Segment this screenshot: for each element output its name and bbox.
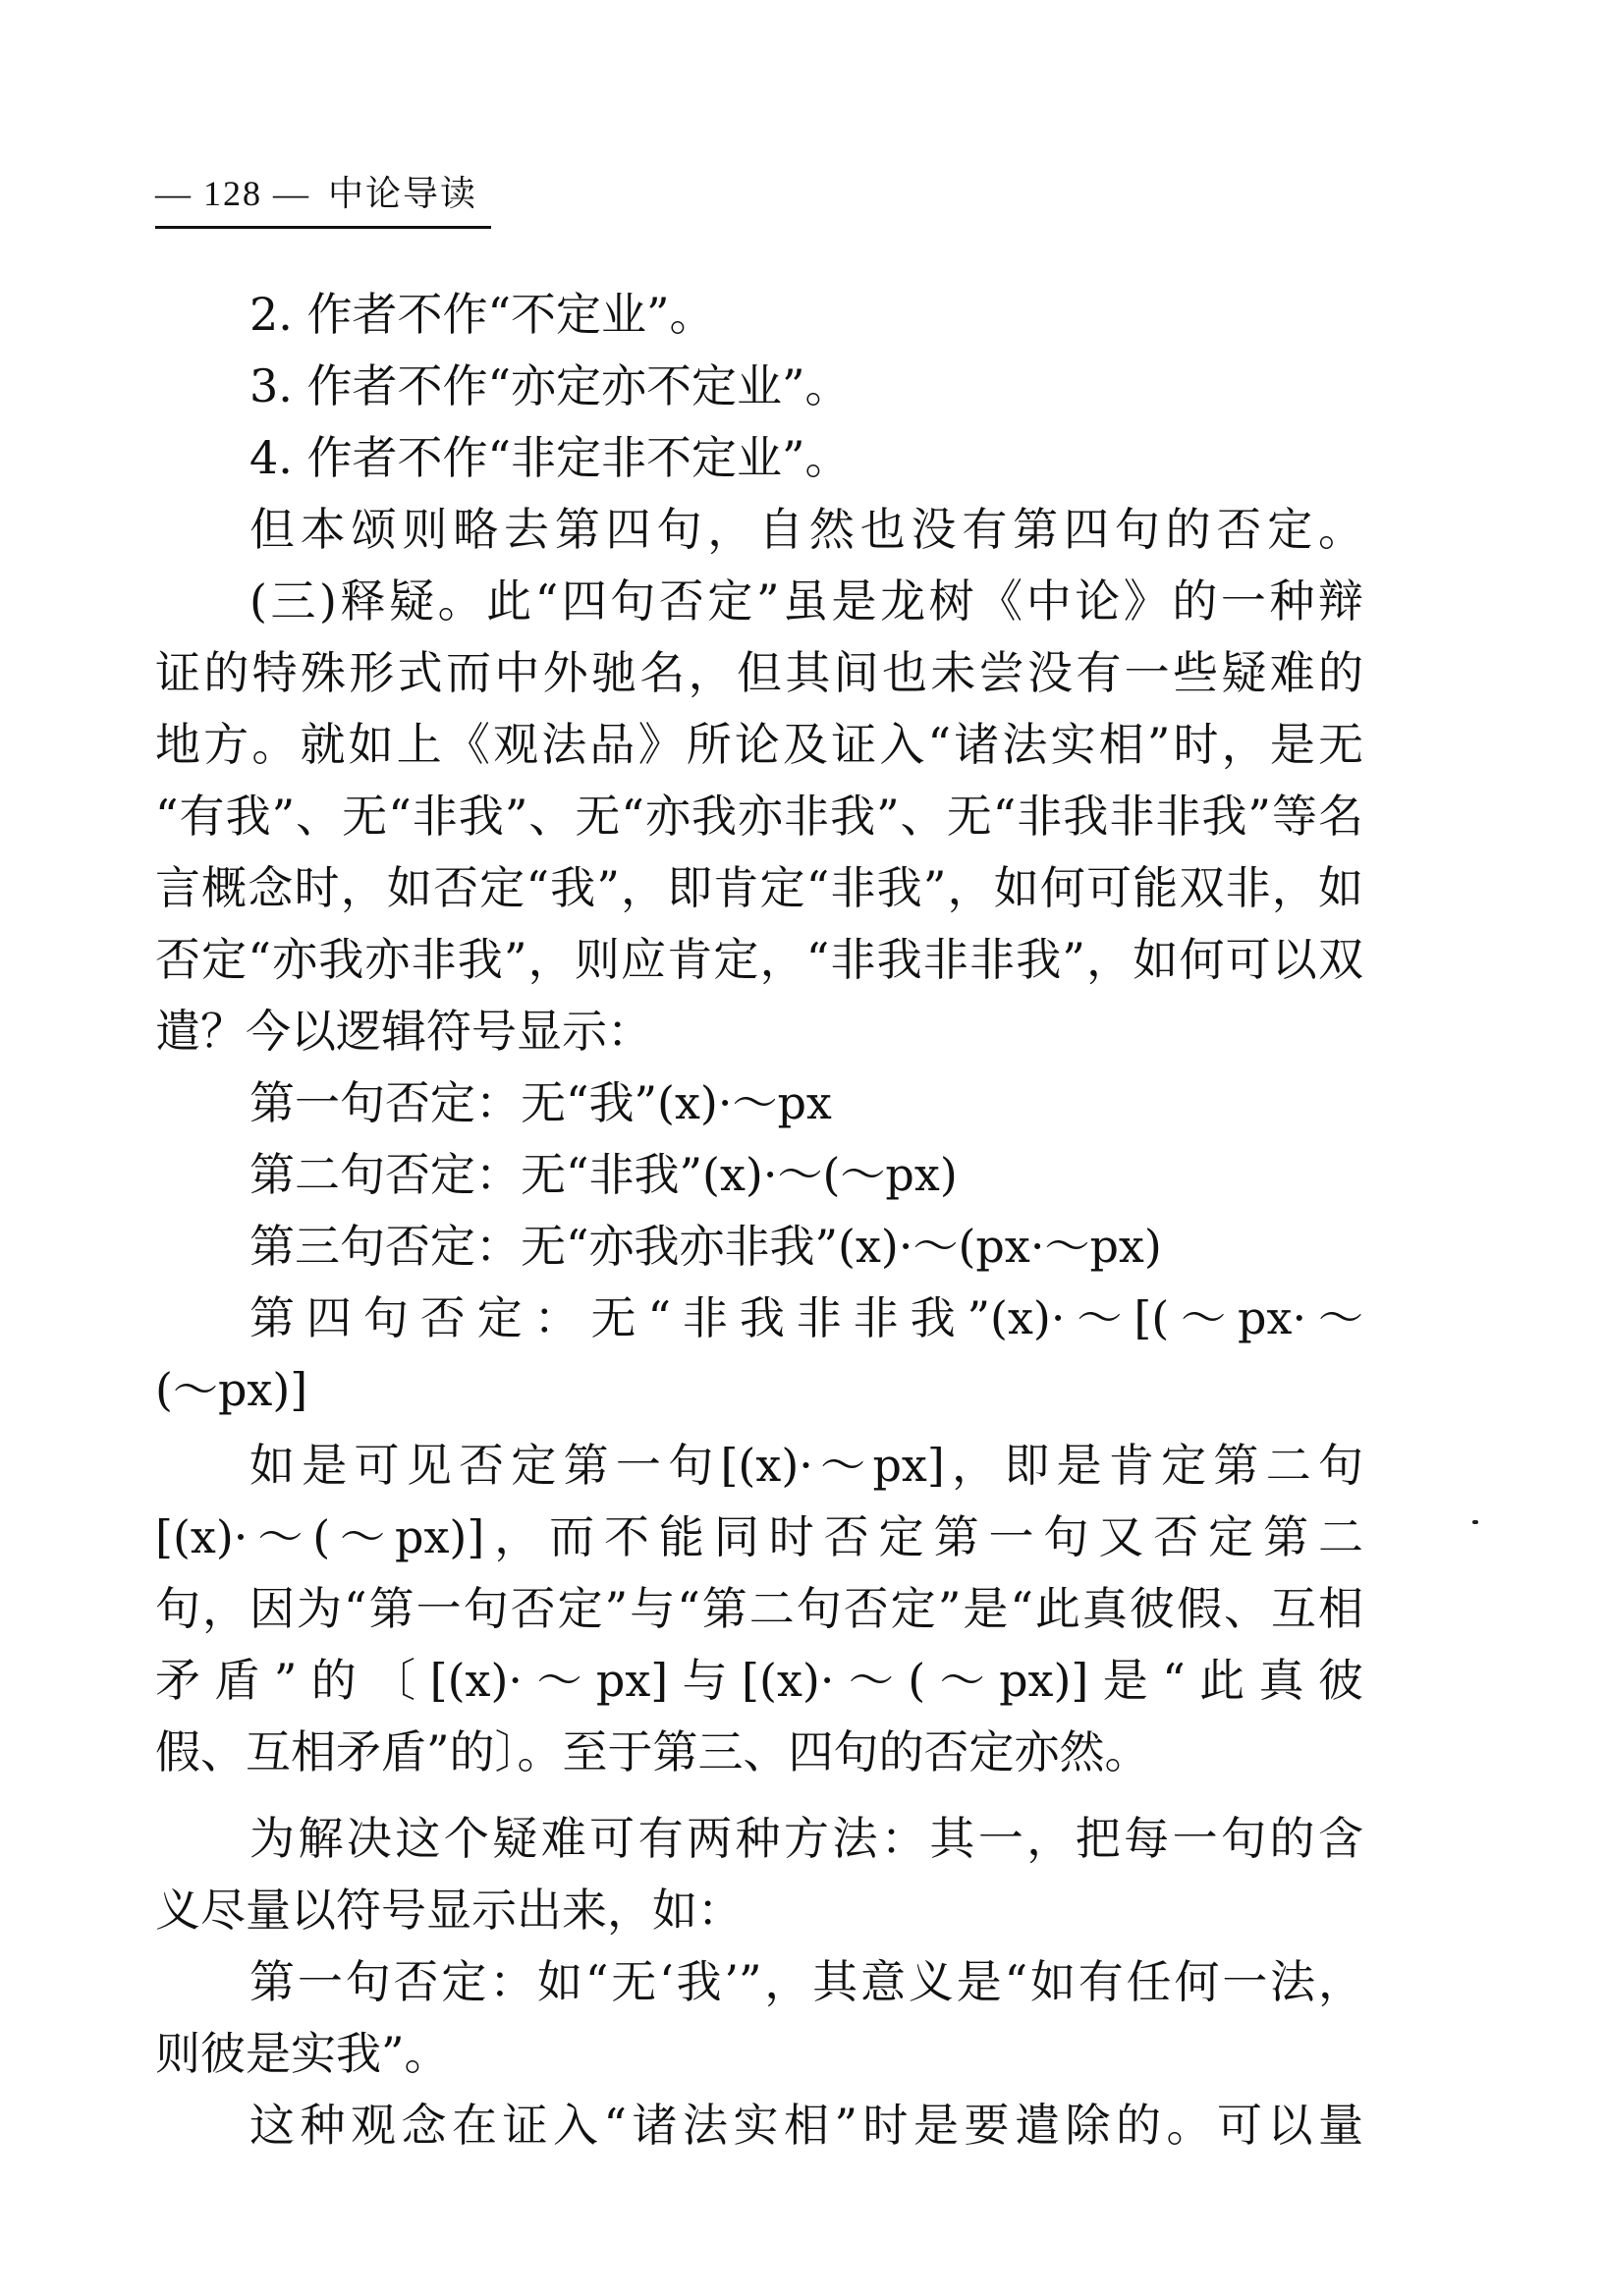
text-line: 假、互相矛盾”的〕。至于第三、四句的否定亦然。 [155,1725,1150,1778]
text-line: 言概念时，如否定“我”，即肯定“非我”，如何可能双非，如 [155,861,1363,914]
text-line: 第一句否定：如“无‘我’”，其意义是“如有任何一法， [249,1955,1363,2008]
text-line: 地方。就如上《观法品》所论及证入“诸法实相”时，是无 [155,718,1363,771]
formula-line: 第二句否定：无“非我”(x)·～(～px) [249,1148,958,1201]
text-line: 为解决这个疑难可有两种方法：其一，把每一句的含 [249,1812,1363,1865]
text-line: 矛盾”的〔[(x)·～px]与[(x)·～(～px)]是“此真彼 [155,1654,1363,1707]
formula-line: (～px)] [155,1363,308,1416]
text-line: 3. 作者不作“亦定亦不定业”。 [249,359,851,412]
text-line: [(x)·～(～px)]，而不能同时否定第一句又否定第二 [155,1510,1363,1563]
text-line: 4. 作者不作“非定非不定业”。 [249,431,851,484]
text-line: 否定“亦我亦非我”，则应肯定，“非我非非我”，如何可以双 [155,933,1363,986]
text-line: 如是可见否定第一句[(x)·～px]，即是肯定第二句 [249,1439,1363,1492]
text-line: 句，因为“第一句否定”与“第二句否定”是“此真彼假、互相 [155,1582,1363,1635]
text-line: 这种观念在证入“诸法实相”时是要遣除的。可以量 [249,2099,1363,2152]
text-line: 义尽量以符号显示出来，如： [155,1884,743,1937]
text-line: 遣？今以逻辑符号显示： [155,1005,652,1058]
text-line: 但本颂则略去第四句，自然也没有第四句的否定。 [249,503,1363,556]
text-line: 则彼是实我”。 [155,2027,450,2080]
text-line: (三)释疑。此“四句否定”虽是龙树《中论》的一种辩 [249,574,1363,628]
formula-line: 第三句否定：无“亦我亦非我”(x)·～(px·～px) [249,1220,1162,1273]
page-number: — 128 — [155,174,310,213]
print-speck [1472,1520,1478,1524]
formula-line: 第四句否定：无“非我非非我”(x)·～[(～px·～ [249,1291,1363,1344]
running-header [155,169,491,229]
text-line: 证的特殊形式而中外驰名，但其间也未尝没有一些疑难的 [155,646,1363,699]
text-line: 2. 作者不作“不定业”。 [249,288,715,341]
book-title: 中论导读 [328,174,478,214]
formula-line: 第一句否定：无“我”(x)·～px [249,1076,832,1129]
text-line: “有我”、无“非我”、无“亦我亦非我”、无“非我非非我”等名 [155,790,1363,843]
